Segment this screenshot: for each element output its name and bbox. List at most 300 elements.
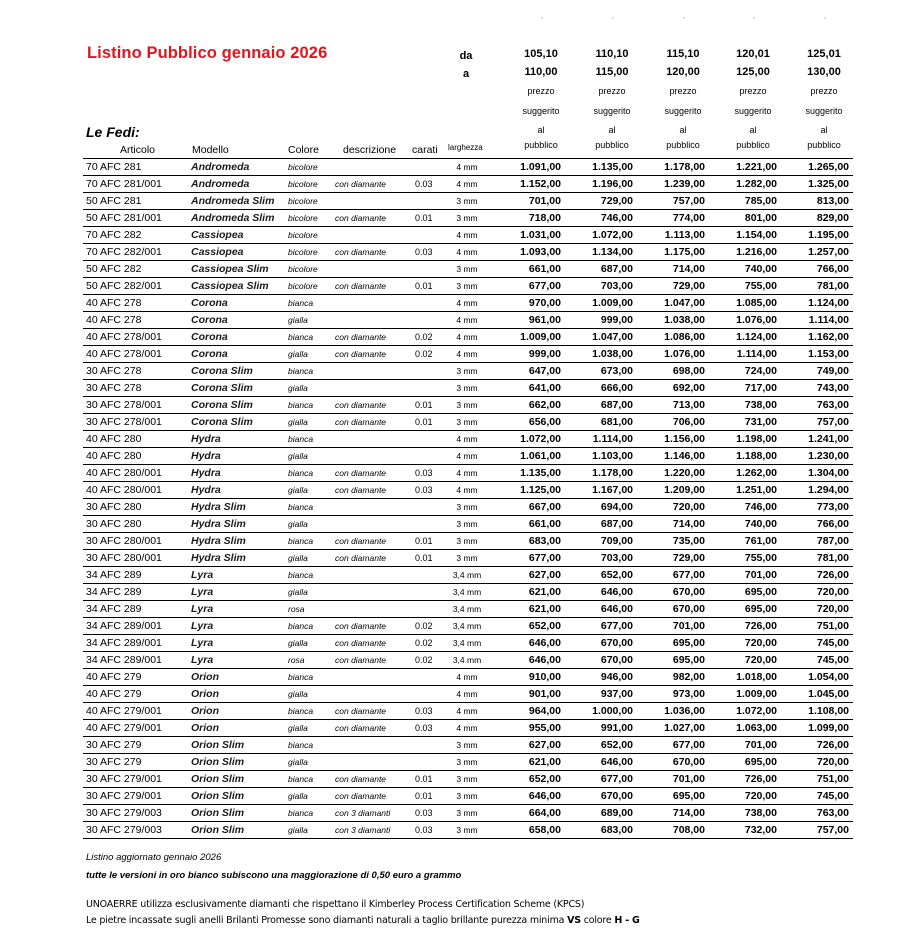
cell-price: 766,00: [779, 261, 853, 278]
cell-price: 1.086,00: [635, 329, 707, 346]
cell-colore: bianca: [288, 737, 335, 754]
cell-modello: Corona Slim: [191, 397, 288, 414]
cell-articolo: 50 AFC 282/001: [83, 278, 191, 295]
cell-price: 664,00: [491, 805, 563, 822]
cell-carati: [415, 159, 443, 176]
table-row: [83, 380, 853, 397]
cell-articolo: 34 AFC 289: [83, 567, 191, 584]
cell-price: 698,00: [635, 363, 707, 380]
header-line-pubblico: pubblico: [524, 140, 558, 150]
header-line-al: al: [749, 125, 757, 135]
cell-price: 731,00: [707, 414, 779, 431]
cell-price: 706,00: [635, 414, 707, 431]
cell-articolo: 30 AFC 280/001: [83, 533, 191, 550]
table-row: [83, 618, 853, 635]
cell-articolo: 34 AFC 289/001: [83, 652, 191, 669]
price-table: [83, 158, 853, 839]
cell-price: 973,00: [635, 686, 707, 703]
cell-carati: [415, 499, 443, 516]
cell-colore: bianca: [288, 703, 335, 720]
table-row: [83, 550, 853, 567]
cell-larghezza: 3 mm: [443, 278, 491, 295]
cell-price: 714,00: [635, 261, 707, 278]
cell-carati: 0.02: [415, 329, 443, 346]
price-column-header: [648, 45, 718, 151]
cell-modello: Cassiopea: [191, 244, 288, 261]
cell-larghezza: 3 mm: [443, 805, 491, 822]
cell-descrizione: con diamante: [335, 618, 415, 635]
cell-price: 677,00: [491, 550, 563, 567]
cell-carati: 0.02: [415, 635, 443, 652]
cell-carati: 0.03: [415, 244, 443, 261]
note-stones-color: H - G: [614, 915, 640, 926]
cell-colore: bicolore: [288, 193, 335, 210]
cell-articolo: 30 AFC 279/003: [83, 822, 191, 839]
cell-price: 661,00: [491, 516, 563, 533]
cell-price: 901,00: [491, 686, 563, 703]
cell-articolo: 40 AFC 279: [83, 686, 191, 703]
cell-articolo: 70 AFC 281: [83, 159, 191, 176]
column-header-larghezza: larghezza: [448, 143, 483, 152]
cell-price: 757,00: [635, 193, 707, 210]
cell-price: 1.047,00: [563, 329, 635, 346]
cell-price: 1.038,00: [563, 346, 635, 363]
range-from-value: 125,01: [807, 48, 841, 60]
cell-price: 1.304,00: [779, 465, 853, 482]
cell-price: 1.135,00: [491, 465, 563, 482]
cell-descrizione: con 3 diamanti: [335, 805, 415, 822]
cell-price: 829,00: [779, 210, 853, 227]
cell-carati: 0.01: [415, 397, 443, 414]
cell-price: 720,00: [779, 754, 853, 771]
cell-price: 751,00: [779, 771, 853, 788]
cell-colore: bianca: [288, 533, 335, 550]
cell-carati: [415, 227, 443, 244]
cell-larghezza: 4 mm: [443, 669, 491, 686]
cell-price: 1.114,00: [563, 431, 635, 448]
cell-price: 1.134,00: [563, 244, 635, 261]
cell-price: 1.113,00: [635, 227, 707, 244]
note-kpcs: UNOAERRE utilizza esclusivamente diamanti che rispettano il Kimberley Process Certification Scheme (KPCS): [86, 899, 585, 910]
cell-price: 773,00: [779, 499, 853, 516]
cell-descrizione: [335, 567, 415, 584]
cell-price: 677,00: [635, 567, 707, 584]
cell-articolo: 30 AFC 279: [83, 754, 191, 771]
cell-price: 745,00: [779, 652, 853, 669]
cell-price: 687,00: [563, 397, 635, 414]
cell-price: 1.076,00: [707, 312, 779, 329]
cell-price: 1.162,00: [779, 329, 853, 346]
cell-price: 666,00: [563, 380, 635, 397]
cell-price: 695,00: [635, 788, 707, 805]
note-stones-middle: colore: [580, 915, 615, 926]
section-title: Le Fedi:: [86, 124, 140, 140]
cell-articolo: 30 AFC 280/001: [83, 550, 191, 567]
table-row: [83, 397, 853, 414]
cell-price: 720,00: [707, 652, 779, 669]
cell-price: 787,00: [779, 533, 853, 550]
cell-price: 1.125,00: [491, 482, 563, 499]
cell-descrizione: [335, 686, 415, 703]
cell-modello: Hydra Slim: [191, 499, 288, 516]
cell-price: 1.262,00: [707, 465, 779, 482]
cell-price: 1.072,00: [563, 227, 635, 244]
cell-price: 1.195,00: [779, 227, 853, 244]
cell-price: 695,00: [707, 584, 779, 601]
cell-price: 701,00: [707, 737, 779, 754]
cell-descrizione: [335, 295, 415, 312]
cell-carati: 0.03: [415, 720, 443, 737]
cell-colore: gialla: [288, 686, 335, 703]
table-row: [83, 669, 853, 686]
cell-price: 774,00: [635, 210, 707, 227]
cell-price: 1.063,00: [707, 720, 779, 737]
cell-price: 738,00: [707, 805, 779, 822]
cell-price: 646,00: [563, 584, 635, 601]
table-row: [83, 805, 853, 822]
cell-larghezza: 3 mm: [443, 380, 491, 397]
cell-colore: bianca: [288, 431, 335, 448]
cell-price: 681,00: [563, 414, 635, 431]
table-row: [83, 635, 853, 652]
cell-price: 646,00: [491, 652, 563, 669]
cell-colore: gialla: [288, 482, 335, 499]
cell-modello: Orion Slim: [191, 754, 288, 771]
cell-articolo: 34 AFC 289/001: [83, 635, 191, 652]
cell-articolo: 40 AFC 278/001: [83, 329, 191, 346]
cell-modello: Hydra Slim: [191, 550, 288, 567]
cell-price: 1.251,00: [707, 482, 779, 499]
cell-price: 677,00: [563, 771, 635, 788]
table-row: [83, 431, 853, 448]
cell-price: 703,00: [563, 278, 635, 295]
cell-larghezza: 4 mm: [443, 686, 491, 703]
cell-price: 1.188,00: [707, 448, 779, 465]
table-row: [83, 533, 853, 550]
cell-price: 720,00: [707, 788, 779, 805]
cell-price: 1.076,00: [635, 346, 707, 363]
cell-larghezza: 4 mm: [443, 227, 491, 244]
header-line-suggerito: suggerito: [805, 106, 843, 116]
cell-price: 1.018,00: [707, 669, 779, 686]
cell-price: 661,00: [491, 261, 563, 278]
cell-modello: Andromeda: [191, 159, 288, 176]
cell-price: 982,00: [635, 669, 707, 686]
cell-colore: bianca: [288, 805, 335, 822]
price-column-header: [506, 45, 576, 151]
cell-descrizione: con diamante: [335, 771, 415, 788]
cell-carati: [415, 686, 443, 703]
cell-price: 692,00: [635, 380, 707, 397]
cell-price: 761,00: [707, 533, 779, 550]
cell-modello: Andromeda: [191, 176, 288, 193]
table-row: [83, 210, 853, 227]
cell-price: 647,00: [491, 363, 563, 380]
cell-price: 720,00: [707, 635, 779, 652]
cell-descrizione: con 3 diamanti: [335, 822, 415, 839]
table-row: [83, 499, 853, 516]
cell-price: 751,00: [779, 618, 853, 635]
cell-price: 695,00: [707, 601, 779, 618]
cell-carati: [415, 567, 443, 584]
cell-modello: Orion Slim: [191, 822, 288, 839]
cell-articolo: 34 AFC 289: [83, 601, 191, 618]
cell-modello: Orion: [191, 686, 288, 703]
cell-price: 1.045,00: [779, 686, 853, 703]
cell-modello: Hydra Slim: [191, 516, 288, 533]
table-row: [83, 822, 853, 839]
cell-modello: Lyra: [191, 584, 288, 601]
table-row: [83, 686, 853, 703]
cell-price: 726,00: [779, 737, 853, 754]
cell-price: 763,00: [779, 805, 853, 822]
cell-price: 1.093,00: [491, 244, 563, 261]
cell-price: 658,00: [491, 822, 563, 839]
table-row: [83, 312, 853, 329]
cell-larghezza: 3 mm: [443, 499, 491, 516]
cell-price: 813,00: [779, 193, 853, 210]
cell-carati: [415, 431, 443, 448]
note-white-gold: tutte le versioni in oro bianco subiscono una maggiorazione di 0,50 euro a grammo: [86, 870, 462, 881]
cell-price: 781,00: [779, 550, 853, 567]
cell-modello: Hydra Slim: [191, 533, 288, 550]
cell-larghezza: 4 mm: [443, 329, 491, 346]
table-row: [83, 771, 853, 788]
table-row: [83, 652, 853, 669]
cell-price: 1.108,00: [779, 703, 853, 720]
cell-price: 1.178,00: [635, 159, 707, 176]
cell-price: 687,00: [563, 516, 635, 533]
cell-descrizione: [335, 448, 415, 465]
table-row: [83, 601, 853, 618]
cell-price: 652,00: [491, 618, 563, 635]
cell-carati: [415, 737, 443, 754]
table-row: [83, 465, 853, 482]
table-row: [83, 516, 853, 533]
cell-price: 1.135,00: [563, 159, 635, 176]
cell-price: 652,00: [491, 771, 563, 788]
cell-larghezza: 4 mm: [443, 244, 491, 261]
cell-colore: bianca: [288, 295, 335, 312]
cell-carati: [415, 380, 443, 397]
cell-carati: 0.02: [415, 618, 443, 635]
cell-price: 1.009,00: [491, 329, 563, 346]
cell-articolo: 30 AFC 280: [83, 516, 191, 533]
cell-price: 781,00: [779, 278, 853, 295]
header-line-al: al: [537, 125, 545, 135]
price-column-header: [577, 45, 647, 151]
cell-price: 670,00: [563, 788, 635, 805]
cell-modello: Corona: [191, 329, 288, 346]
cell-larghezza: 3,4 mm: [443, 652, 491, 669]
cell-articolo: 30 AFC 278/001: [83, 414, 191, 431]
cell-articolo: 40 AFC 280/001: [83, 465, 191, 482]
cell-carati: 0.02: [415, 652, 443, 669]
cell-larghezza: 3 mm: [443, 363, 491, 380]
cell-modello: Hydra: [191, 431, 288, 448]
cell-price: 714,00: [635, 805, 707, 822]
header-line-al: al: [608, 125, 616, 135]
cell-price: 701,00: [491, 193, 563, 210]
cell-price: 1.038,00: [635, 312, 707, 329]
range-to-value: 120,00: [666, 66, 700, 78]
table-row: [83, 244, 853, 261]
cell-larghezza: 4 mm: [443, 431, 491, 448]
cell-price: 763,00: [779, 397, 853, 414]
header-line-pubblico: pubblico: [595, 140, 629, 150]
decorative-dot: [612, 17, 614, 19]
cell-price: 713,00: [635, 397, 707, 414]
cell-price: 683,00: [563, 822, 635, 839]
cell-modello: Andromeda Slim: [191, 210, 288, 227]
cell-modello: Lyra: [191, 635, 288, 652]
cell-price: 621,00: [491, 601, 563, 618]
cell-price: 1.230,00: [779, 448, 853, 465]
table-row: [83, 176, 853, 193]
cell-larghezza: 4 mm: [443, 482, 491, 499]
cell-price: 746,00: [707, 499, 779, 516]
cell-descrizione: [335, 261, 415, 278]
range-from-value: 115,10: [666, 48, 700, 60]
table-row: [83, 737, 853, 754]
cell-larghezza: 3,4 mm: [443, 584, 491, 601]
cell-price: 1.239,00: [635, 176, 707, 193]
header-line-suggerito: suggerito: [593, 106, 631, 116]
cell-price: 749,00: [779, 363, 853, 380]
cell-carati: [415, 363, 443, 380]
cell-larghezza: 3,4 mm: [443, 635, 491, 652]
cell-modello: Orion Slim: [191, 788, 288, 805]
cell-modello: Hydra: [191, 448, 288, 465]
cell-colore: gialla: [288, 788, 335, 805]
cell-colore: gialla: [288, 822, 335, 839]
cell-larghezza: 4 mm: [443, 312, 491, 329]
range-from-value: 120,01: [736, 48, 770, 60]
cell-articolo: 30 AFC 278: [83, 380, 191, 397]
cell-price: 1.124,00: [779, 295, 853, 312]
cell-colore: bianca: [288, 397, 335, 414]
cell-descrizione: con diamante: [335, 652, 415, 669]
cell-carati: 0.03: [415, 482, 443, 499]
table-row: [83, 788, 853, 805]
cell-modello: Corona: [191, 346, 288, 363]
cell-modello: Lyra: [191, 601, 288, 618]
column-header-articolo: Articolo: [120, 144, 156, 156]
cell-articolo: 70 AFC 282: [83, 227, 191, 244]
cell-descrizione: [335, 669, 415, 686]
cell-price: 724,00: [707, 363, 779, 380]
cell-articolo: 30 AFC 279/003: [83, 805, 191, 822]
table-row: [83, 703, 853, 720]
cell-price: 652,00: [563, 737, 635, 754]
cell-descrizione: con diamante: [335, 720, 415, 737]
cell-larghezza: 3 mm: [443, 822, 491, 839]
table-row: [83, 227, 853, 244]
cell-price: 1.209,00: [635, 482, 707, 499]
column-header-descrizione: descrizione: [343, 144, 397, 156]
cell-descrizione: con diamante: [335, 788, 415, 805]
cell-price: 720,00: [779, 601, 853, 618]
page-title: Listino Pubblico gennaio 2026: [87, 44, 328, 62]
cell-descrizione: [335, 159, 415, 176]
cell-price: 1.216,00: [707, 244, 779, 261]
cell-price: 677,00: [635, 737, 707, 754]
cell-price: 670,00: [635, 754, 707, 771]
cell-carati: [415, 261, 443, 278]
cell-larghezza: 3,4 mm: [443, 567, 491, 584]
cell-modello: Corona Slim: [191, 363, 288, 380]
cell-price: 937,00: [563, 686, 635, 703]
cell-carati: [415, 669, 443, 686]
cell-price: 801,00: [707, 210, 779, 227]
cell-price: 689,00: [563, 805, 635, 822]
cell-colore: bianca: [288, 669, 335, 686]
cell-carati: [415, 584, 443, 601]
cell-carati: 0.01: [415, 414, 443, 431]
cell-larghezza: 4 mm: [443, 448, 491, 465]
cell-carati: 0.01: [415, 278, 443, 295]
column-header-modello: Modello: [192, 144, 229, 156]
cell-price: 1.221,00: [707, 159, 779, 176]
cell-price: 729,00: [635, 550, 707, 567]
cell-price: 1.178,00: [563, 465, 635, 482]
cell-larghezza: 4 mm: [443, 703, 491, 720]
cell-descrizione: con diamante: [335, 346, 415, 363]
cell-colore: bicolore: [288, 227, 335, 244]
cell-price: 1.146,00: [635, 448, 707, 465]
cell-price: 627,00: [491, 567, 563, 584]
cell-price: 670,00: [563, 652, 635, 669]
cell-price: 718,00: [491, 210, 563, 227]
cell-price: 961,00: [491, 312, 563, 329]
cell-price: 1.196,00: [563, 176, 635, 193]
cell-larghezza: 4 mm: [443, 159, 491, 176]
price-column-header: [718, 45, 788, 151]
table-row: [83, 720, 853, 737]
cell-price: 964,00: [491, 703, 563, 720]
cell-price: 735,00: [635, 533, 707, 550]
cell-price: 1.257,00: [779, 244, 853, 261]
cell-price: 745,00: [779, 635, 853, 652]
cell-price: 1.103,00: [563, 448, 635, 465]
note-stones-prefix: Le pietre incassate sugli anelli Brilanti Promesse sono diamanti naturali a taglio brillante purezza minima: [86, 915, 568, 926]
cell-price: 729,00: [563, 193, 635, 210]
cell-articolo: 30 AFC 279/001: [83, 788, 191, 805]
cell-carati: [415, 295, 443, 312]
cell-price: 1.154,00: [707, 227, 779, 244]
cell-price: 757,00: [779, 822, 853, 839]
note-updated: Listino aggiornato gennaio 2026: [86, 852, 222, 863]
cell-colore: gialla: [288, 312, 335, 329]
cell-price: 1.091,00: [491, 159, 563, 176]
cell-larghezza: 4 mm: [443, 346, 491, 363]
cell-price: 701,00: [707, 567, 779, 584]
cell-larghezza: 3 mm: [443, 193, 491, 210]
cell-price: 955,00: [491, 720, 563, 737]
cell-price: 1.000,00: [563, 703, 635, 720]
cell-modello: Corona Slim: [191, 380, 288, 397]
cell-price: 1.027,00: [635, 720, 707, 737]
cell-price: 670,00: [563, 635, 635, 652]
header-line-suggerito: suggerito: [664, 106, 702, 116]
cell-price: 740,00: [707, 516, 779, 533]
cell-larghezza: 3 mm: [443, 414, 491, 431]
cell-price: 709,00: [563, 533, 635, 550]
cell-price: 766,00: [779, 516, 853, 533]
cell-colore: gialla: [288, 754, 335, 771]
cell-articolo: 30 AFC 280: [83, 499, 191, 516]
cell-larghezza: 4 mm: [443, 295, 491, 312]
